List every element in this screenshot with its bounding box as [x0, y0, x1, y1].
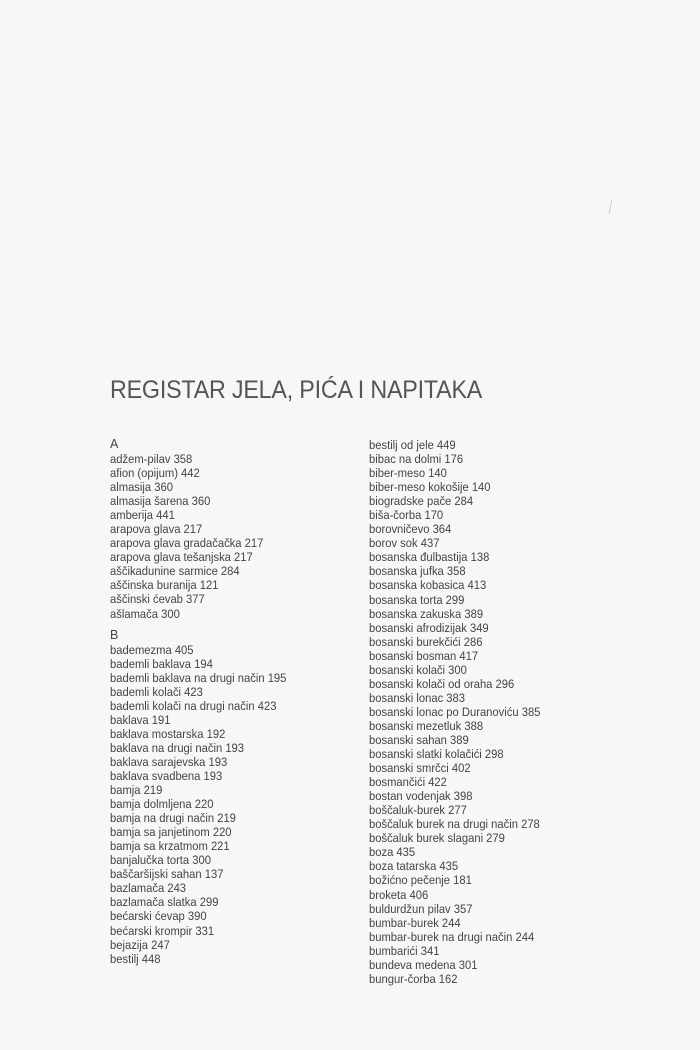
index-entry: bosanska kobasica 413 [369, 578, 487, 593]
index-entry: bungur-čorba 162 [369, 971, 458, 986]
index-entry: bosanski sahan 389 [369, 732, 469, 747]
index-entry: broketa 406 [369, 887, 429, 902]
index-entry: bundeva medena 301 [369, 957, 478, 972]
scan-speck [609, 200, 612, 214]
index-entry: buldurdžun pilav 357 [369, 901, 473, 916]
index-entry: almasija 360 [110, 480, 173, 495]
index-entry: bosanska đulbastija 138 [369, 550, 490, 565]
index-entry: boza 435 [369, 845, 416, 860]
index-entry: bostan vodenjak 398 [369, 789, 473, 804]
index-entry: aščinski ćevab 377 [110, 592, 205, 607]
index-entry: biber-meso 140 [369, 466, 447, 481]
index-entry: božićno pečenje 181 [369, 873, 472, 888]
index-entry: bosanski slatki kolačići 298 [369, 747, 504, 762]
index-entry: bećarski ćevap 390 [110, 909, 207, 924]
index-entry: bademezma 405 [110, 642, 194, 657]
index-entry: bademli baklava 194 [110, 656, 213, 671]
index-entry: borov sok 437 [369, 536, 440, 551]
index-entry: bosanski bosman 417 [369, 648, 479, 663]
section-a-entries [110, 452, 302, 621]
index-entry: bosanski kolači od oraha 296 [369, 676, 515, 691]
index-entry: bademli kolači 423 [110, 684, 203, 699]
index-entry: bamja na drugi način 219 [110, 811, 236, 826]
index-entry: bazlamača 243 [110, 881, 187, 896]
index-entry: bumbar-burek na drugi način 244 [369, 929, 535, 944]
section-letter-b: B [110, 627, 119, 642]
index-entry: baščaršijski sahan 137 [110, 867, 224, 882]
index-entry: biogradske pače 284 [369, 494, 474, 509]
index-entry: bumbarići 341 [369, 943, 440, 958]
index-entry: bestilj od jele 449 [369, 438, 456, 452]
section-b-entries [110, 643, 302, 966]
index-entry: bosmančići 422 [369, 775, 447, 790]
index-entry: bademli baklava na drugi način 195 [110, 670, 287, 685]
index-column-left [110, 436, 302, 966]
index-entry: baklava na drugi način 193 [110, 740, 245, 755]
index-entry: afion (opijum) 442 [110, 466, 200, 481]
index-entry: adžem-pilav 358 [110, 452, 193, 466]
index-entry: boščaluk burek na drugi način 278 [369, 817, 540, 832]
index-entry: bosanski kolači 300 [369, 662, 467, 677]
index-entry: baklava mostarska 192 [110, 726, 226, 741]
index-entry: bosanski burekčići 286 [369, 634, 483, 649]
index-entry: arapova glava tešanjska 217 [110, 550, 253, 565]
index-column-right [369, 438, 555, 986]
index-entry: amberija 441 [110, 508, 175, 523]
index-entry: bosanski afrodizijak 349 [369, 620, 489, 635]
index-entry: bumbar-burek 244 [369, 915, 461, 930]
index-entry: bosanska zakuska 389 [369, 606, 484, 621]
index-entry: bosanska torta 299 [369, 592, 465, 607]
index-entry: boščaluk burek slagani 279 [369, 831, 505, 846]
index-entry: bamja dolmljena 220 [110, 797, 214, 812]
index-entry: bamja sa janjetinom 220 [110, 825, 232, 840]
index-entry: borovničevo 364 [369, 522, 452, 537]
index-entry: boščaluk-burek 277 [369, 803, 467, 818]
index-entry: almasija šarena 360 [110, 494, 211, 509]
index-entry: ašlamača 300 [110, 606, 180, 621]
index-entry: bosanski lonac po Duranoviću 385 [369, 704, 541, 719]
index-entry: bibac na dolmi 176 [369, 452, 464, 467]
index-entry: bosanski mezetluk 388 [369, 718, 484, 733]
index-entry: aščikadunine sarmice 284 [110, 564, 240, 579]
index-entry: bestilj 448 [110, 951, 161, 966]
index-entry: bamja 219 [110, 783, 163, 798]
index-entry: arapova glava 217 [110, 522, 203, 537]
index-entry: bosanska jufka 358 [369, 564, 466, 579]
index-entry: baklava 191 [110, 712, 171, 727]
page-title: REGISTAR JELA, PIĆA I NAPITAKA [110, 376, 483, 404]
index-entry: bosanski smrčci 402 [369, 761, 471, 776]
index-entry: bazlamača slatka 299 [110, 895, 219, 910]
index-entry: baklava svadbena 193 [110, 768, 223, 783]
index-entry: bamja sa krzatmom 221 [110, 839, 230, 854]
index-entry: banjalučka torta 300 [110, 853, 211, 868]
index-entry: bosanski lonac 383 [369, 690, 465, 705]
index-entry: bademli kolači na drugi način 423 [110, 698, 277, 713]
index-entry: boza tatarska 435 [369, 859, 459, 874]
index-entry: aščinska buranija 121 [110, 578, 219, 593]
index-entry: biša-čorba 170 [369, 508, 444, 523]
index-entry: baklava sarajevska 193 [110, 754, 228, 769]
index-entry: bejazija 247 [110, 937, 170, 952]
index-entry: bećarski krompir 331 [110, 923, 215, 938]
index-entry: arapova glava gradačačka 217 [110, 536, 264, 551]
section-letter-a: A [110, 437, 119, 451]
index-entry: biber-meso kokošije 140 [369, 480, 491, 495]
